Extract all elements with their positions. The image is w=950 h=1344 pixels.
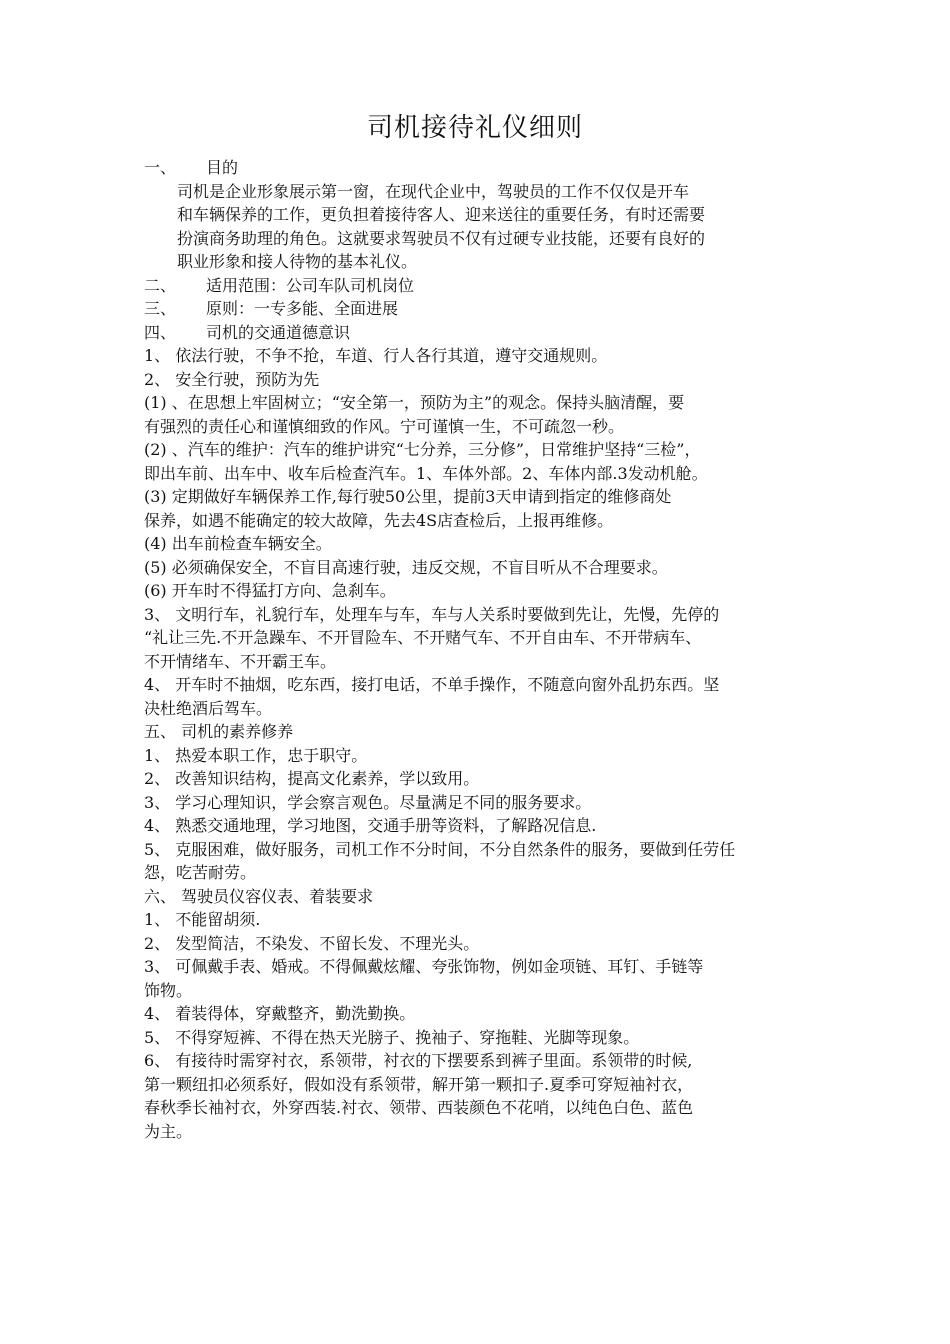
- paragraph-line: 和车辆保养的工作，更负担着接待客人、迎来送往的重要任务，有时还需要: [177, 205, 706, 224]
- paragraph-line: (6) 开车时不得猛打方向、急刹车。: [144, 581, 396, 600]
- paragraph-line: 2、 发型简洁，不染发、不留长发、不理光头。: [144, 933, 480, 953]
- paragraph-line: 怨，吃苦耐劳。: [144, 863, 257, 882]
- paragraph-line: 不开情绪车、不开霸王车。: [144, 651, 337, 671]
- paragraph-line: 决杜绝酒后驾车。: [144, 698, 273, 718]
- paragraph-line: (3) 定期做好车辆保养工作,每行驶50公里，提前3天申请到指定的维修商处: [144, 487, 672, 506]
- section-heading: [144, 297, 824, 321]
- paragraph-line: 2、 安全行驶，预防为先: [144, 369, 320, 389]
- paragraph-line: 有强烈的责任心和谨慎细致的作风。宁可谨慎一生，不可疏忽一秒。: [144, 416, 625, 436]
- paragraph-line: 司机是企业形象展示第一窗，在现代企业中，驾驶员的工作不仅仅是开车: [177, 181, 690, 201]
- section-number: 一、: [144, 158, 177, 177]
- paragraph-line: 3、 可佩戴手表、婚戒。不得佩戴炫耀、夸张饰物，例如金项链、耳钉、手链等: [144, 957, 704, 976]
- section-title: 目的: [206, 158, 239, 177]
- paragraph-line: 3、 学习心理知识，学会察言观色。尽量满足不同的服务要求。: [144, 792, 592, 812]
- paragraph-line: 为主。: [144, 1121, 193, 1141]
- paragraph-line: 1、 热爱本职工作，忠于职守。: [144, 745, 368, 765]
- paragraph-line: 饰物。: [144, 980, 193, 1000]
- paragraph-line: 保养，如遇不能确定的较大故障，先去4S店查检后，上报再维修。: [144, 510, 614, 530]
- paragraph-line: 春秋季长袖衬衣，外穿西装.衬衣、领带、西装颜色不花哨，以纯色白色、蓝色: [144, 1098, 694, 1117]
- paragraph-line: 4、 着装得体，穿戴整齐，勤洗勤换。: [144, 1004, 416, 1023]
- paragraph-line: 5、 克服困难，做好服务，司机工作不分时间，不分自然条件的服务，要做到任劳任: [144, 839, 736, 859]
- paragraph-line: 1、 不能留胡须.: [144, 910, 261, 929]
- section-number: 三、: [144, 299, 177, 318]
- section-title: 原则：一专多能、全面进展: [206, 299, 399, 318]
- paragraph-line: (5) 必须确保安全，不盲目高速行驶，违反交规，不盲目听从不合理要求。: [144, 557, 668, 577]
- paragraph-line: 4、 熟悉交通地理，学习地图，交通手册等资料，了解路况信息.: [144, 816, 597, 835]
- paragraph-line: 即出车前、出车中、收车后检查汽车。1、车体外部。2、车体内部.3发动机舱。: [144, 463, 708, 483]
- paragraph-line: 4、 开车时不抽烟，吃东西，接打电话，不单手操作，不随意向窗外乱扔东西。坚: [144, 675, 720, 694]
- section-heading: [144, 156, 824, 180]
- section-heading: [144, 321, 824, 345]
- paragraph-line: (1) 、在思想上牢固树立；“安全第一，预防为主”的观念。保持头脑清醒，要: [144, 393, 685, 412]
- paragraph-line: (2) 、汽车的维护：汽车的维护讲究“七分养，三分修”，日常维护坚持“三检”，: [144, 440, 701, 459]
- paragraph-line: 1、 依法行驶，不争不抢，车道、行人各行其道，遵守交通规则。: [144, 346, 608, 365]
- paragraph-line: 6、 有接待时需穿衬衣，系领带，衬衣的下摆要系到裤子里面。系领带的时候,: [144, 1051, 693, 1070]
- paragraph-line: 职业形象和接人待物的基本礼仪。: [177, 252, 418, 271]
- paragraph-line: 5、 不得穿短裤、不得在热天光膀子、挽袖子、穿拖鞋、光脚等现象。: [144, 1027, 640, 1047]
- section-heading: 六、 驾驶员仪容仪表、着装要求: [144, 886, 374, 906]
- section-number: 四、: [144, 322, 177, 342]
- document-title: 司机接待礼仪细则: [366, 113, 583, 143]
- section-title: 司机的交通道德意识: [206, 322, 351, 342]
- paragraph-line: “礼让三先.不开急躁车、不开冒险车、不开赌气车、不开自由车、不开带病车、: [144, 628, 702, 647]
- paragraph-line: 3、 文明行车，礼貌行车，处理车与车，车与人关系时要做到先让，先慢，先停的: [144, 604, 720, 624]
- document-body: [144, 156, 824, 1143]
- section-number: 二、: [144, 275, 177, 295]
- paragraph-line: 2、 改善知识结构，提高文化素养，学以致用。: [144, 769, 480, 788]
- section-title: 适用范围：公司车队司机岗位: [206, 275, 415, 295]
- paragraph-line: (4) 出车前检查车辆安全。: [144, 534, 332, 553]
- paragraph-line: 扮演商务助理的角色。这就要求驾驶员不仅有过硬专业技能，还要有良好的: [177, 228, 706, 248]
- section-heading: 五、 司机的素养修养: [144, 722, 294, 741]
- section-heading: [144, 274, 824, 298]
- paragraph-line: 第一颗纽扣必须系好，假如没有系领带，解开第一颗扣子.夏季可穿短袖衬衣，: [144, 1074, 694, 1094]
